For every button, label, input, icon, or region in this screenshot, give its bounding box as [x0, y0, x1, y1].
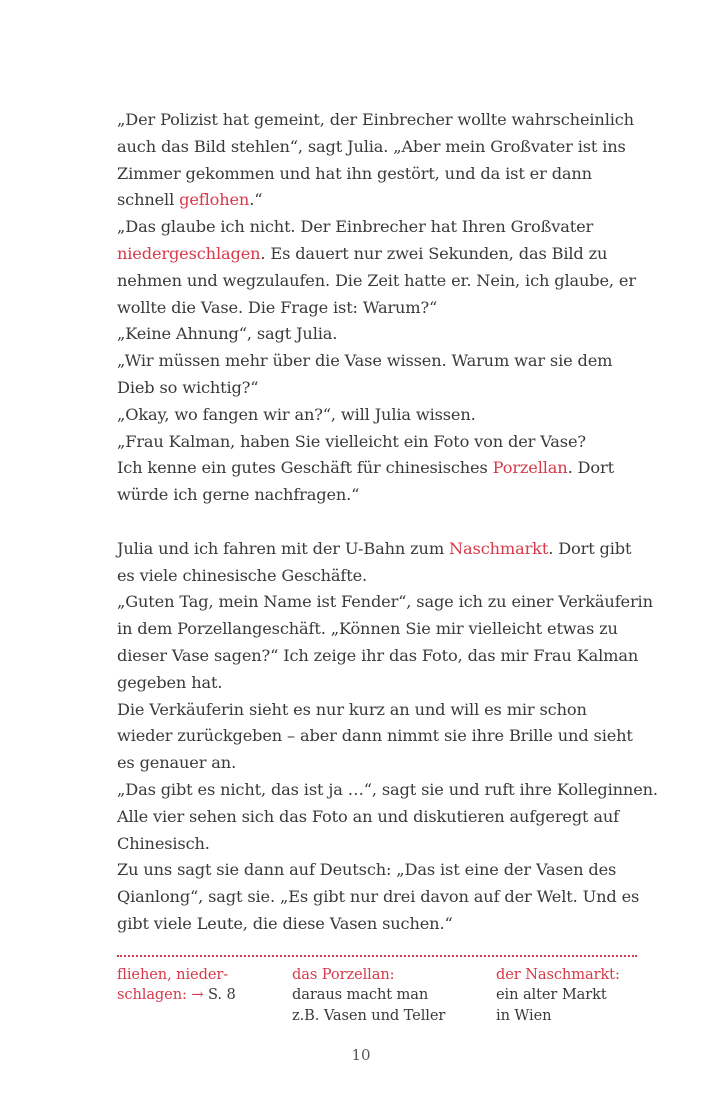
glossary-definition: daraus macht man	[292, 986, 429, 1004]
text-line: „Der Polizist hat gemeint, der Einbrecher wollte wahrscheinlich	[117, 110, 634, 129]
text-line: Alle vier sehen sich das Foto an und diskutieren aufgeregt auf	[117, 806, 620, 826]
text-line: wollte die Vase. Die Frage ist: Warum?“	[117, 297, 438, 317]
text-line: Ich kenne ein gutes Geschäft für chinesisches Porzellan. Dort	[117, 458, 614, 478]
glossary-term-reference: schlagen: → S. 8	[117, 986, 236, 1004]
glossary-definition: ein alter Markt	[496, 986, 607, 1004]
text-line: „Das glaube ich nicht. Der Einbrecher hat Ihren Großvater	[117, 217, 594, 237]
page-reference: S. 8	[203, 986, 236, 1004]
text-line: gegeben hat.	[117, 672, 223, 692]
text-line: „Frau Kalman, haben Sie vielleicht ein Foto von der Vase?	[117, 431, 586, 451]
text-line: schnell geflohen.“	[117, 190, 263, 210]
glossary-definition: z.B. Vasen und Teller	[292, 1006, 446, 1024]
text-line: Dieb so wichtig?“	[117, 377, 259, 397]
glossary-term: der Naschmarkt:	[496, 966, 620, 983]
text-line: Zu uns sagt sie dann auf Deutsch: „Das ist eine der Vasen des	[117, 860, 617, 880]
text-line: „Keine Ahnung“, sagt Julia.	[117, 324, 338, 344]
paragraph-gap	[117, 509, 647, 536]
text-line: Die Verkäuferin sieht es nur kurz an und will es mir schon	[117, 699, 587, 719]
glossary-definition: in Wien	[496, 1006, 552, 1024]
story-text	[117, 107, 658, 938]
glossary-term: fliehen, nieder-	[117, 966, 229, 983]
text-line: in dem Porzellangeschäft. „Können Sie mir vielleicht etwas zu	[117, 619, 618, 639]
page-number: 10	[351, 1046, 371, 1064]
glossary-entry-fliehen	[117, 965, 236, 1006]
text-line: wieder zurückgeben – aber dann nimmt sie ihre Brille und sieht	[117, 726, 633, 746]
glossary-entry-porzellan	[292, 965, 445, 1026]
text-line: dieser Vase sagen?“ Ich zeige ihr das Foto, das mir Frau Kalman	[117, 645, 639, 665]
glossary-entry-naschmarkt	[496, 965, 620, 1026]
text-line: es viele chinesische Geschäfte.	[117, 565, 368, 585]
glossary-word-geflohen: geflohen	[179, 190, 250, 210]
arrow-right-icon: →	[191, 986, 204, 1004]
text-line: „Okay, wo fangen wir an?“, will Julia wissen.	[117, 404, 476, 424]
text-line: Zimmer gekommen und hat ihn gestört, und da ist er dann	[117, 163, 592, 183]
text-line: nehmen und wegzulaufen. Die Zeit hatte er. Nein, ich glaube, er	[117, 270, 636, 290]
text-line: Qianlong“, sagt sie. „Es gibt nur drei davon auf der Welt. Und es	[117, 887, 640, 907]
text-line: „Wir müssen mehr über die Vase wissen. Warum war sie dem	[117, 351, 613, 371]
glossary-term: das Porzellan:	[292, 966, 395, 983]
glossary-word-naschmarkt: Naschmarkt	[449, 538, 549, 558]
text-line: Julia und ich fahren mit der U-Bahn zum Naschmarkt. Dort gibt	[117, 538, 632, 558]
text-line: auch das Bild stehlen“, sagt Julia. „Aber mein Großvater ist ins	[117, 136, 626, 156]
text-line: niedergeschlagen. Es dauert nur zwei Sekunden, das Bild zu	[117, 243, 608, 263]
text-line: „Guten Tag, mein Name ist Fender“, sage ich zu einer Verkäuferin	[117, 592, 653, 612]
glossary-word-porzellan: Porzellan	[492, 458, 568, 478]
text-line: würde ich gerne nachfragen.“	[117, 485, 360, 505]
text-line: Chinesisch.	[117, 833, 210, 853]
text-line: gibt viele Leute, die diese Vasen suchen.“	[117, 913, 453, 933]
text-line: „Das gibt es nicht, das ist ja …“, sagt sie und ruft ihre Kolleginnen.	[117, 779, 658, 799]
glossary-word-niedergeschlagen: niedergeschlagen	[117, 243, 261, 263]
text-line: es genauer an.	[117, 753, 237, 773]
glossary-divider	[117, 955, 637, 957]
